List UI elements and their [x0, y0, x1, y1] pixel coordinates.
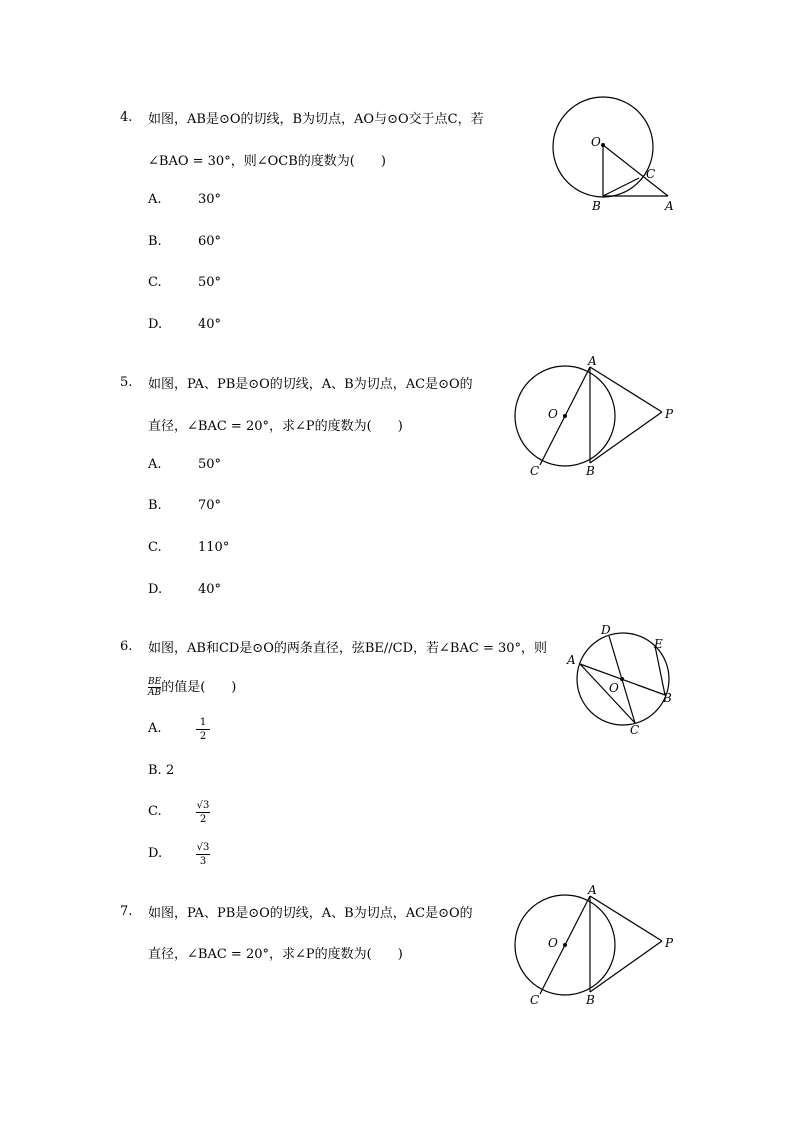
option-label: B.	[148, 234, 162, 249]
question-stem-line1: 如图，PA、PB是⊙O的切线，A、B为切点，AC是⊙O的	[148, 906, 473, 921]
label-c: C	[530, 993, 540, 1007]
option-label: C.	[148, 540, 162, 555]
question-stem-line1: 如图，AB和CD是⊙O的两条直径，弦BE//CD，若∠BAC = 30°，则	[148, 641, 548, 656]
figure-q5	[510, 355, 685, 485]
label-c: C	[646, 167, 656, 181]
question-number: 7.	[120, 904, 133, 919]
figure-q7	[510, 884, 685, 1014]
option-value: 60°	[198, 234, 222, 249]
option-value: 70°	[198, 498, 222, 513]
option-label: C.	[148, 804, 162, 819]
label-e: E	[654, 637, 663, 651]
option-fraction: √3 3	[196, 842, 210, 867]
question-stem-line1: 如图，AB是⊙O的切线，B为切点，AO与⊙O交于点C，若	[148, 112, 484, 127]
option-label: D.	[148, 317, 163, 332]
question-number: 6.	[120, 639, 133, 654]
option-fraction: √3 2	[196, 800, 210, 825]
label-a: A	[588, 883, 597, 897]
option-label: C.	[148, 275, 162, 290]
question-number: 5.	[120, 375, 133, 390]
figure-q4	[540, 90, 690, 220]
label-b: B	[663, 691, 672, 705]
question-stem-line1: 如图，PA、PB是⊙O的切线，A、B为切点，AC是⊙O的	[148, 377, 473, 392]
question-stem-line2: 直径，∠BAC = 20°，求∠P的度数为( )	[148, 419, 403, 434]
option-label: D.	[148, 846, 163, 861]
label-c: C	[630, 723, 640, 737]
label-o: O	[548, 407, 558, 421]
question-stem-line2: $\frac{BE}{AB}$ 的值是( )	[148, 677, 237, 698]
option-value: 30°	[198, 192, 222, 207]
label-a: A	[567, 653, 576, 667]
label-b: B	[592, 199, 601, 213]
question-number: 4.	[120, 110, 133, 125]
label-o: O	[609, 681, 619, 695]
option-value: 2	[166, 763, 175, 778]
option-value: 40°	[198, 582, 222, 597]
question-stem-line2: 直径，∠BAC = 20°，求∠P的度数为( )	[148, 947, 403, 962]
question-stem-line2: ∠BAO = 30°，则∠OCB的度数为( )	[148, 154, 386, 169]
label-a: A	[588, 354, 597, 368]
option-value: 40°	[198, 317, 222, 332]
label-a: A	[665, 199, 674, 213]
label-b: B	[586, 993, 595, 1007]
option-label: A.	[148, 192, 162, 207]
label-o: O	[548, 936, 558, 950]
figure-q6	[565, 622, 685, 742]
label-p: P	[665, 407, 674, 421]
option-value: 50°	[198, 275, 222, 290]
label-p: P	[665, 936, 674, 950]
label-d: D	[601, 623, 611, 637]
label-o: O	[591, 135, 601, 149]
option-label: B.	[148, 763, 162, 778]
label-c: C	[530, 464, 540, 478]
option-label: A.	[148, 721, 162, 736]
option-label: D.	[148, 582, 163, 597]
option-label: A.	[148, 457, 162, 472]
label-b: B	[586, 464, 595, 478]
option-value: 50°	[198, 457, 222, 472]
option-value: 110°	[198, 540, 230, 555]
option-fraction: 1 2	[196, 717, 210, 742]
fraction-be-ab: $\frac{BE}{AB}$	[148, 677, 162, 698]
option-label: B.	[148, 498, 162, 513]
